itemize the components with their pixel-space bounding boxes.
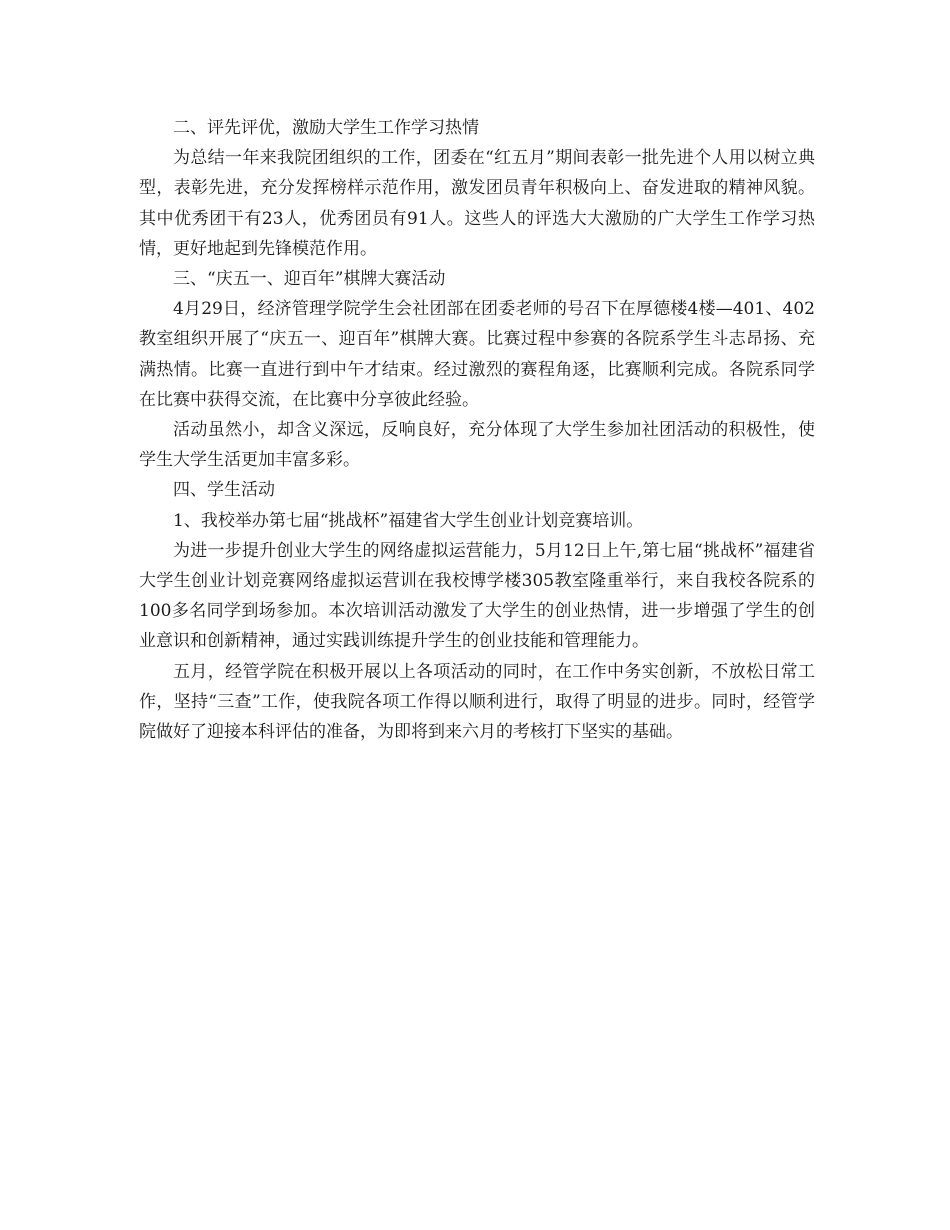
section-heading-evaluation: 二、评先评优，激励大学生工作学习热情 [173, 118, 479, 138]
paragraph-chess-contest: 4月29日，经济管理学院学生会社团部在团委老师的号召下在厚德楼4楼—401、402教室组织开展了“庆五一、迎百年”棋牌大赛。比赛过程中参赛的各院系学生斗志昂扬、充满热情。比赛一直进行到中午才结束。经过激烈的赛程角逐，比赛顺利完成。各院系同学在比赛中获得交流，在比赛中分享彼此经验。 [139, 299, 815, 410]
section-heading-student-activities: 四、学生活动 [173, 480, 275, 501]
paragraph-challenge-cup-training: 为进一步提升创业大学生的网络虚拟运营能力，5月12日上午,第七届“挑战杯”福建省大学生创业计划竞赛网络虚拟运营训在我校博学楼305教室隆重举行，来自我校各院系的100多名同学到场参加。本次培训活动激发了大学生的创业热情，进一步增强了学生的创业意识和创新精神，通过实践训练提升学生的创业技能和管理能力。 [139, 540, 815, 652]
paragraph-may-summary: 五月，经管学院在积极开展以上各项活动的同时，在工作中务实创新，不放松日常工作，坚持“三查”工作，使我院各项工作得以顺利进行，取得了明显的进步。同时，经管学院做好了迎接本科评估的准备，为即将到来六月的考核打下坚实的基础。 [139, 661, 815, 743]
section-heading-chess-contest: 三、“庆五一、迎百年”棋牌大赛活动 [173, 269, 446, 290]
paragraph-commendation: 为总结一年来我院团组织的工作，团委在“红五月”期间表彰一批先进个人用以树立典型，表彰先进，充分发挥榜样示范作用，激发团员青年积极向上、奋发进取的精神风貌。其中优秀团干有23人，优秀团员有91人。这些人的评选大大激励的广大学生工作学习热情，更好地起到先锋模范作用。 [139, 148, 815, 259]
paragraph-activity-significance: 活动虽然小，却含义深远，反响良好，充分体现了大学生参加社团活动的积极性，使学生大学生活更加丰富多彩。 [139, 420, 815, 471]
subsection-heading-challenge-cup: 1、我校举办第七届“挑战杯”福建省大学生创业计划竞赛培训。 [173, 510, 644, 531]
document-body [139, 113, 815, 747]
